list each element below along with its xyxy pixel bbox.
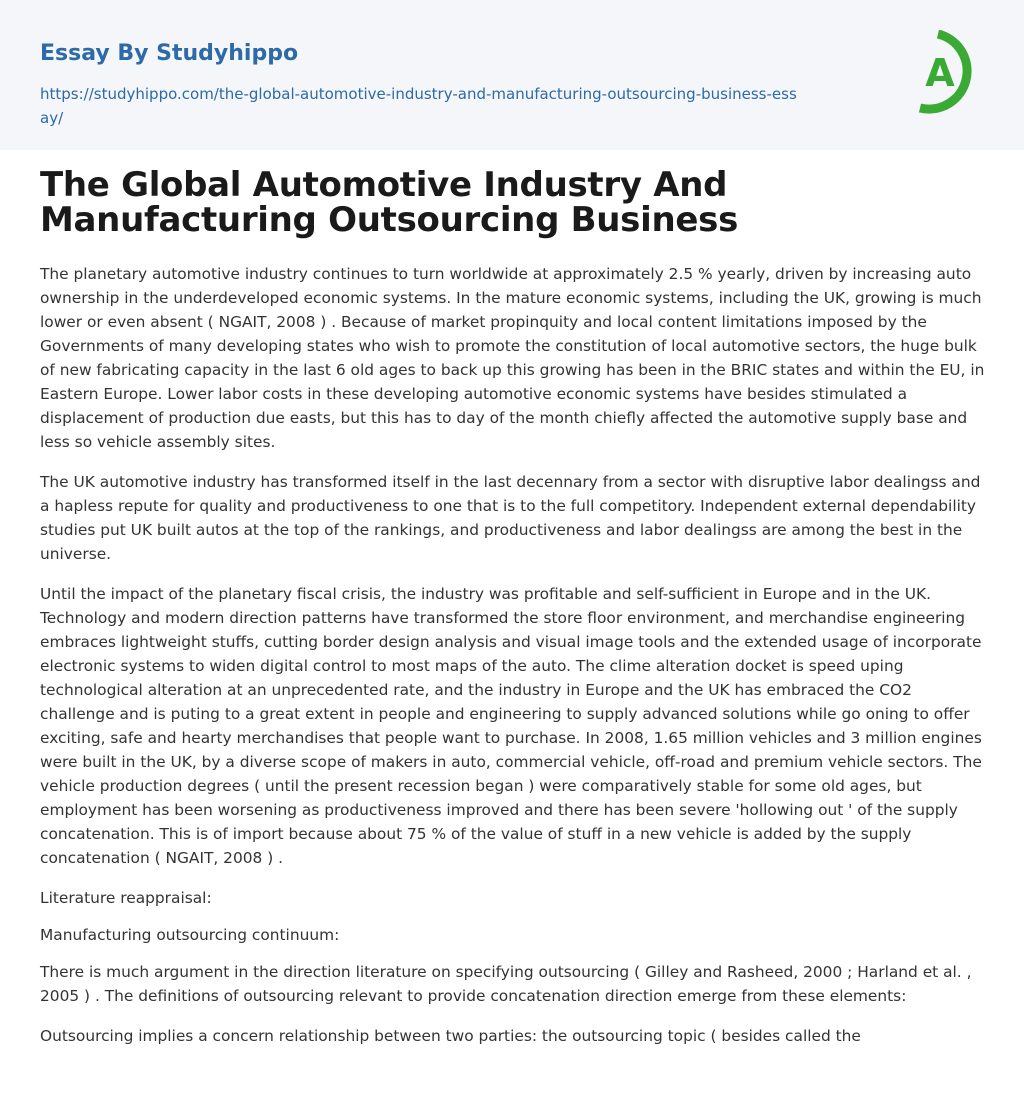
article-title: The Global Automotive Industry And Manufacturing Outsourcing Business	[40, 165, 739, 240]
section-heading: Literature reappraisal:	[40, 889, 212, 907]
source-url-link[interactable]: https://studyhippo.com/the-global-automotive-industry-and-manufacturing-outsourcing-business-essay/	[40, 85, 797, 127]
paragraph: Until the impact of the planetary fiscal crisis, the industry was profitable and self-sufficient in Europe and in the UK. Technology and modern direction patterns have transformed the store floor environment, and merchandise engineering embraces lightweight stuffs, cutting border design analysis and visual image tools and the extended usage of incorporate electronic systems to widen digital control to most maps of the auto. The clime alteration docket is speed uping technological alteration at an unprecedented rate, and the industry in Europe and the UK has embraced the CO2 challenge and is puting to a great extent in people and engineering to supply advanced solutions while go oning to offer exciting, safe and hearty merchandises that people want to purchase. In 2008, 1.65 million vehicles and 3 million engines were built in the UK, by a diverse scope of makers in auto, commercial vehicle, off-road and premium vehicle sectors. The vehicle production degrees ( until the present recession began ) were comparatively stable for some old ages, but employment has been worsening as productiveness improved and there has been severe 'hollowing out ' of the supply concatenation. This is of import because about 75 % of the value of stuff in a new vehicle is added by the supply concatenation ( NGAIT, 2008 ) .	[40, 585, 982, 867]
section-heading: Manufacturing outsourcing continuum:	[40, 926, 340, 944]
paragraph: Outsourcing implies a concern relationship between two parties: the outsourcing topic ( besides called the	[40, 1027, 861, 1045]
paragraph: The UK automotive industry has transformed itself in the last decennary from a sector with disruptive labor dealingss and a hapless repute for quality and productiveness to one that is to the full competitory. Independent external dependability studies put UK built autos at the top of the rankings, and productiveness and labor dealingss are among the best in the universe.	[40, 473, 981, 563]
paragraph: The planetary automotive industry continues to turn worldwide at approximately 2.5 % yearly, driven by increasing auto ownership in the underdeveloped economic systems. In the mature economic systems, including the UK, growing is much lower or even absent ( NGAIT, 2008 ) . Because of market propinquity and local content limitations imposed by the Governments of many developing states who wish to promote the constitution of local automotive sectors, the huge bulk of new fabricating capacity in the last 6 old ages to back up this growing has been in the BRIC states and within the EU, in Eastern Europe. Lower labor costs in these developing automotive economic systems have besides stimulated a displacement of production due easts, but this has to day of the month chiefly affected the automotive supply base and less so vehicle assembly sites.	[40, 265, 985, 451]
brand-title[interactable]: Essay By Studyhippo	[40, 41, 299, 66]
site-header	[0, 0, 1024, 150]
studyhippo-logo-icon[interactable]	[910, 30, 986, 116]
article	[40, 165, 986, 1064]
paragraph: There is much argument in the direction literature on specifying outsourcing ( Gilley and Rasheed, 2000 ; Harland et al. , 2005 ) . The definitions of outsourcing relevant to provide concatenation direction emerge from these elements:	[40, 963, 972, 1005]
logo-letter: A	[925, 51, 955, 95]
